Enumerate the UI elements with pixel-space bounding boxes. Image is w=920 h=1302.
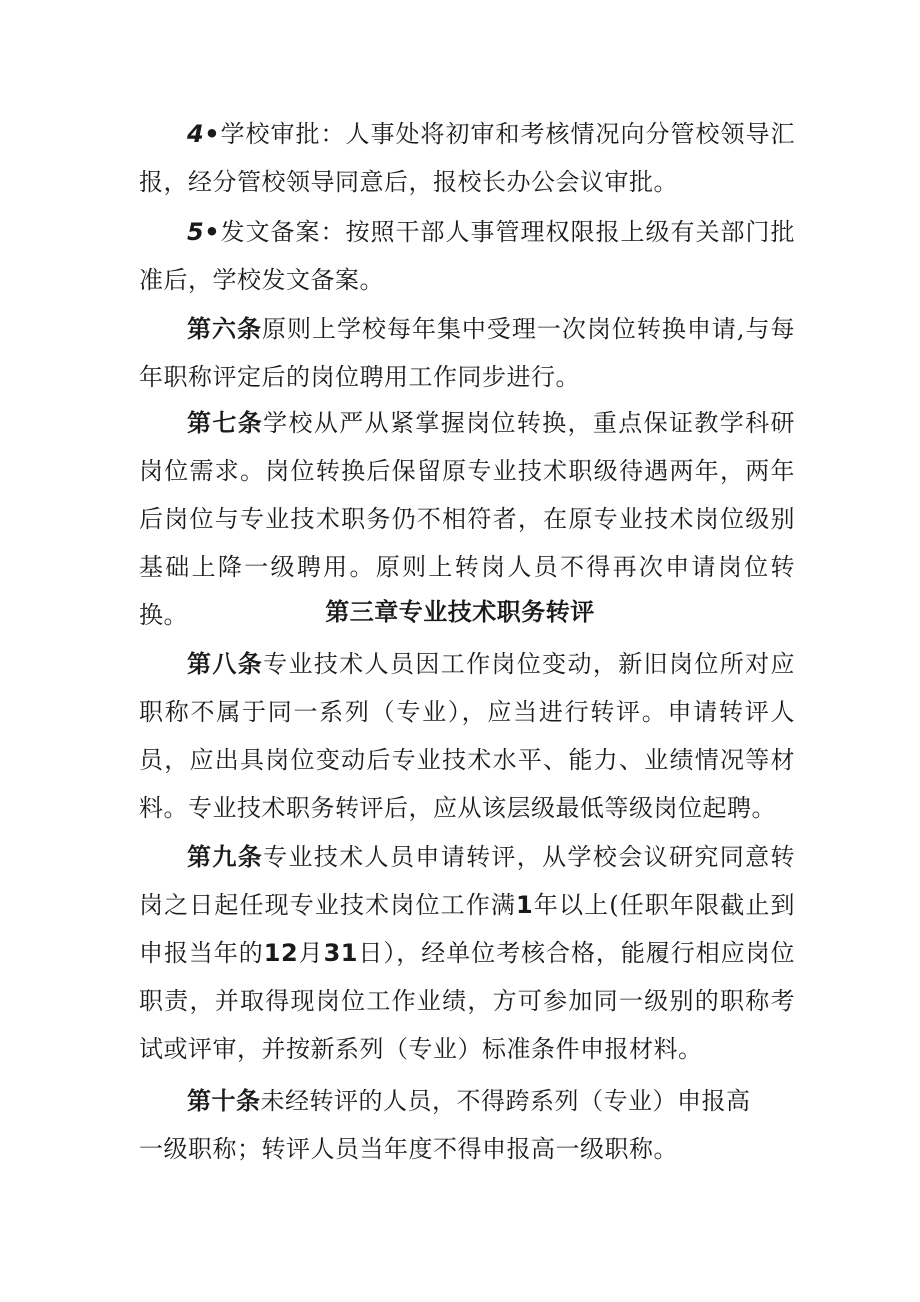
article-10-line-2: 一级职称；转评人员当年度不得申报高一级职称。 <box>139 1135 678 1163</box>
paragraph-text: 日），经单位考核合格，能履行相应岗位职责，并取得现岗位工作业绩，方可参加同一级别的职称考试或评审，并按新系列（专业）标准条件申报材料。 <box>139 939 796 1063</box>
paragraph-item-4 <box>139 110 795 206</box>
paragraph-text: 专业技术人员申请转评，从学校会议研究同意转岗之日起任现专业技术岗位工作满 <box>139 843 795 919</box>
paragraph-text: 发文备案：按照干部人事管理权限报上级有关部门批准后，学校发文备案。 <box>139 218 795 294</box>
paragraph-text: 未经转评的人员，不得跨系列（专业）申报高 <box>260 1087 751 1115</box>
paragraph-article-8 <box>139 640 795 832</box>
paragraph-text: 原则上学校每年集中受理一次岗位转换申请,与每年职称评定后的岗位聘用工作同步进行。 <box>139 315 795 391</box>
article-label: 第八条 <box>187 650 264 678</box>
article-label: 第七条 <box>187 409 264 437</box>
years-number: 1 <box>515 891 534 919</box>
paragraph-item-5 <box>139 208 795 304</box>
paragraph-text: 专业技术人员因工作岗位变动，新旧岗位所对应职称不属于同一系列（专业），应当进行转评。申请转评人员，应出具岗位变动后专业技术水平、能力、业绩情况等材料。专业技术职务转评后，应从该层级最低等级岗位起聘。 <box>139 650 795 822</box>
paragraph-text: 月 <box>298 939 324 967</box>
item-number: 5• <box>187 218 221 246</box>
item-number: 4• <box>187 120 221 148</box>
article-10-line-1 <box>139 1077 759 1125</box>
paragraph-article-10 <box>139 1077 759 1173</box>
article-label: 第六条 <box>187 315 262 343</box>
paragraph-article-9 <box>139 833 795 1073</box>
article-label: 第十条 <box>187 1087 261 1115</box>
chapter-heading: 第三章专业技术职务转评 <box>325 598 595 626</box>
month-number: 12 <box>263 939 299 967</box>
paragraph-article-6 <box>139 305 795 401</box>
paragraph-text: 学校审批：人事处将初审和考核情况向分管校领导汇报，经分管校领导同意后，报校长办公会议审批。 <box>139 120 795 196</box>
day-number: 31 <box>323 939 358 967</box>
article-label: 第九条 <box>187 843 264 871</box>
paragraph-text: 学校从严从紧掌握岗位转换，重点保证教学科研岗位需求。岗位转换后保留原专业技术职级待遇两年，两年后岗位与专业技术职务仍不相符者，在原专业技术岗位级别基础上降一级聘用。原则上转岗人员不得再次申请岗位转换。 <box>139 409 795 629</box>
paragraph-text: 年以上(任职年限截止到申报当年的 <box>139 891 795 967</box>
